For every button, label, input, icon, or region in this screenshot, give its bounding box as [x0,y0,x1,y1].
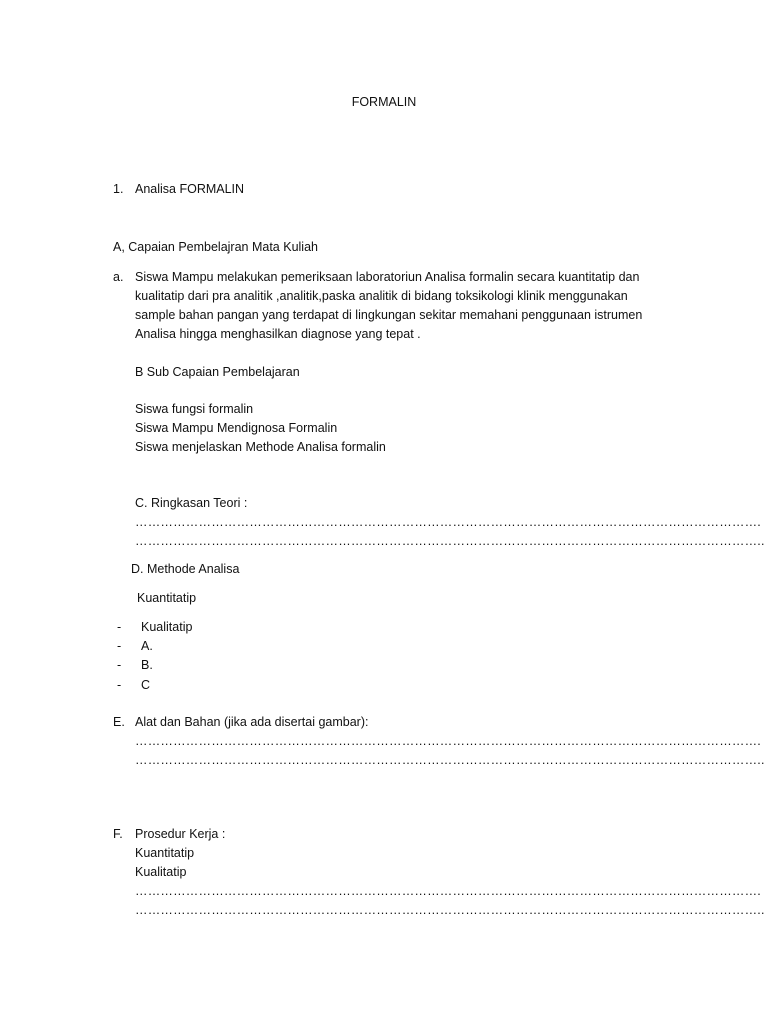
item-a-paragraph [135,268,642,344]
section-e-dotted-line: ………………………………………………………………………………………………………………………………….. [135,753,765,767]
section-1-label: Analisa FORMALIN [135,182,245,196]
section-a-heading: A, Capaian Pembelajran Mata Kuliah [113,240,318,254]
section-f-marker: F. [113,827,123,841]
item-a-marker: a. [113,270,124,284]
section-c-dotted-line: …………………………………………………………………………………………………………………………………. [135,515,761,529]
section-d-quantitative: Kuantitatip [137,591,197,605]
section-d-list-item: B. [141,658,153,672]
section-c-dotted-line: ………………………………………………………………………………………………………………………………….. [135,534,765,548]
section-e-heading: Alat dan Bahan (jika ada disertai gambar): [135,715,369,729]
section-e-marker: E. [113,715,125,729]
section-d-heading: D. Methode Analisa [131,562,240,576]
section-e-dotted-line: …………………………………………………………………………………………………………………………………. [135,734,761,748]
section-b-list [135,400,386,457]
item-a-line: sample bahan pangan yang terdapat di lingkungan sekitar memahani penggunaan istrumen [135,308,643,322]
item-a-line: kualitatip dari pra analitik ,analitik,paska analitik di bidang toksikologi klinik menggunakan [135,289,628,303]
section-f-line: Kuantitatip [135,846,195,860]
section-d-list-item: C [141,678,151,692]
section-b-heading: B Sub Capaian Pembelajaran [135,365,300,379]
section-f-line: Kualitatip [135,865,187,879]
section-d-list-item: Kualitatip [141,620,193,634]
section-1-number: 1. [113,182,124,196]
list-bullet: - [117,678,122,692]
item-a-line: Siswa Mampu melakukan pemeriksaan laboratoriun Analisa formalin secara kuantitatip dan [135,270,640,284]
list-bullet: - [117,639,122,653]
section-b-item: Siswa menjelaskan Methode Analisa formalin [135,440,386,454]
section-b-item: Siswa fungsi formalin [135,402,254,416]
section-f-dotted-line: ………………………………………………………………………………………………………………………………….. [135,903,765,917]
section-f-dotted-line: …………………………………………………………………………………………………………………………………. [135,884,761,898]
section-d-list-item: A. [141,639,153,653]
list-bullet: - [117,658,122,672]
section-f-heading: Prosedur Kerja : [135,827,226,841]
document-title: FORMALIN [351,95,417,109]
list-bullet: - [117,620,122,634]
section-c-heading: C. Ringkasan Teori : [135,496,248,510]
section-b-item: Siswa Mampu Mendignosa Formalin [135,421,338,435]
item-a-line: Analisa hingga menghasilkan diagnose yang tepat . [135,327,421,341]
